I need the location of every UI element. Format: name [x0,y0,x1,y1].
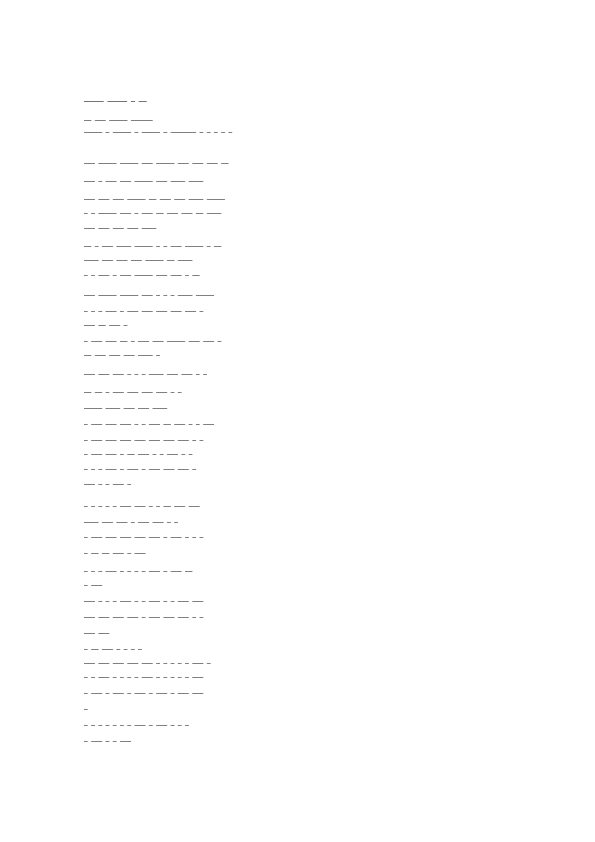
text-line: ـــ ـــ ـ ـ ـــ ـ ـ ـــ ـ ـ ـ ـــ [84,598,204,604]
doc-subtitle-line: ــــــ ـــــ ـــ ــ [84,117,153,123]
text-line: ـــ ـ [84,582,103,588]
text-line: ـ ـ ـــ ـــ ـــ ـــ ـــ ـــ ـــ ـ [84,437,204,443]
text-line: ـ ـــ ـ ـ ـ ـ ـ ـــ ـــ ـــ ـــ ـــ [84,660,211,666]
text-line: ـــ ـــ ــ ـ ـ ـــ ـــ ـ ـ ـ ـ ـ [84,503,200,509]
text-line: ـــ ـــ [84,630,110,636]
text-line: ـــ ـ ـ ـ ـ ـ ـــ ـ ـ ـ ـ ـــ ـ ـ [84,674,204,680]
text-line: ـ ـ ـ ـ ـ ـــــــ ـ ـــــ ـ ـــــ ـ ـــــ [84,129,233,135]
text-line: ـ ـــ ـــ ـــــ ـــ ـــ ـ ــ ـــ ـــ ـ [84,338,222,344]
text-line: ـــــ ــــ ـــ ـــ ــ ـــــ ـــ ـــ ـــ [84,196,225,202]
text-line: ـ ـ ـــ ـــ ـــ ـــ ـ ــ ــ [84,389,182,395]
doc-title-line: ــ ـ ـــــ ـــــ [84,98,147,104]
text-line: ـ [84,706,88,712]
text-line: ـ ـ ـــ ـــ ـــ ـ ـــ ـــ ـــ ـــ [84,614,204,620]
text-line: ــــ ــــ ـــ ـــــ ـــ ـــ ـ ـــ [84,178,204,184]
text-line: ـ ـــ ـــ ـــ ـ ـــ ـ ـــ ـ ـ ـ [84,466,196,472]
text-line: ــ ـ ـــ ـــ ـــــ ـــ ـ ـــ ـ ـ [84,272,200,278]
text-line: ـ ـــ ــ ـــ [84,322,128,328]
text-line: ــ ـ ـــــ ـــ ـ ـ ـــــ ــــ ـــ ـ ــ [84,243,222,249]
text-line: ــــ ـــ ـــ ــــ ـــــ [84,405,168,411]
text-line: ـ ـــ ـــ ـــ ـــ ـــ ـ ـــ ـ ـ ـ [84,308,204,314]
text-line: ـــ ـــ ـ ـــ ـ ـــ ـ ـــ ـ ـــ ـ [84,690,204,696]
text-line: ـــ ـ ـ ـــ ـ [84,738,131,744]
text-line: ــــ ـــ ـــ ـــ ـــ [84,225,157,231]
text-line: ـ ــــ ـــ ـــ ـــ ــ [84,352,160,358]
text-line: ـــ ـ ـ ـــ ــ ـــ ـ ـ ـــ ـــ ـــ ـ [84,421,215,427]
text-line: ـ ـ ـ ـــ ـ ـــ ـــ ـــ ـــ ـــ ـ [84,534,204,540]
text-line: ـــ ـ ـــ ــ ــ ـ [84,550,146,556]
text-line: ـ ـ ـــ ـــ ـ ـــ ـــ ــــ [84,519,178,525]
text-line: ـ ـ ـــ ـ ـ ـــ ــ ـ ـــ ـــ ـ [84,451,193,457]
text-line: ـ ـــ ـ ـ ـــ [84,481,131,487]
text-line: ــــ ــ ـــــ ـــ ـــ ـــ ــــ [84,257,193,263]
text-line: ــ ـــ ـــ ـــ ـــــ ـــ ـــــ ـــــ ـــ [84,160,229,166]
text-line: ــــ ــ ـــ ـــ ــ ـــ ـ ـــ ـــــ ـ ـ [84,210,222,216]
text-line: ـ ـ ـ ـــ ـ ـــ ـ ـ ـ ـ ـ ـ ـ [84,722,189,728]
text-line: ـ ـ ـ ـ ـــ ــ ـ [84,646,142,652]
text-line: ــ ـــ ـ ـــ ـ ـ ـ ـ ـــ ـ ـ ـ [84,568,193,574]
text-line: ـ ـ ـــ ـــ ــــ ـ ـ ـ ـــ ـــ ـــ [84,371,207,377]
text-line: ـــــ ــــ ـ ـ ـ ـــ ـــــ ـــــ ـــ [84,292,215,298]
